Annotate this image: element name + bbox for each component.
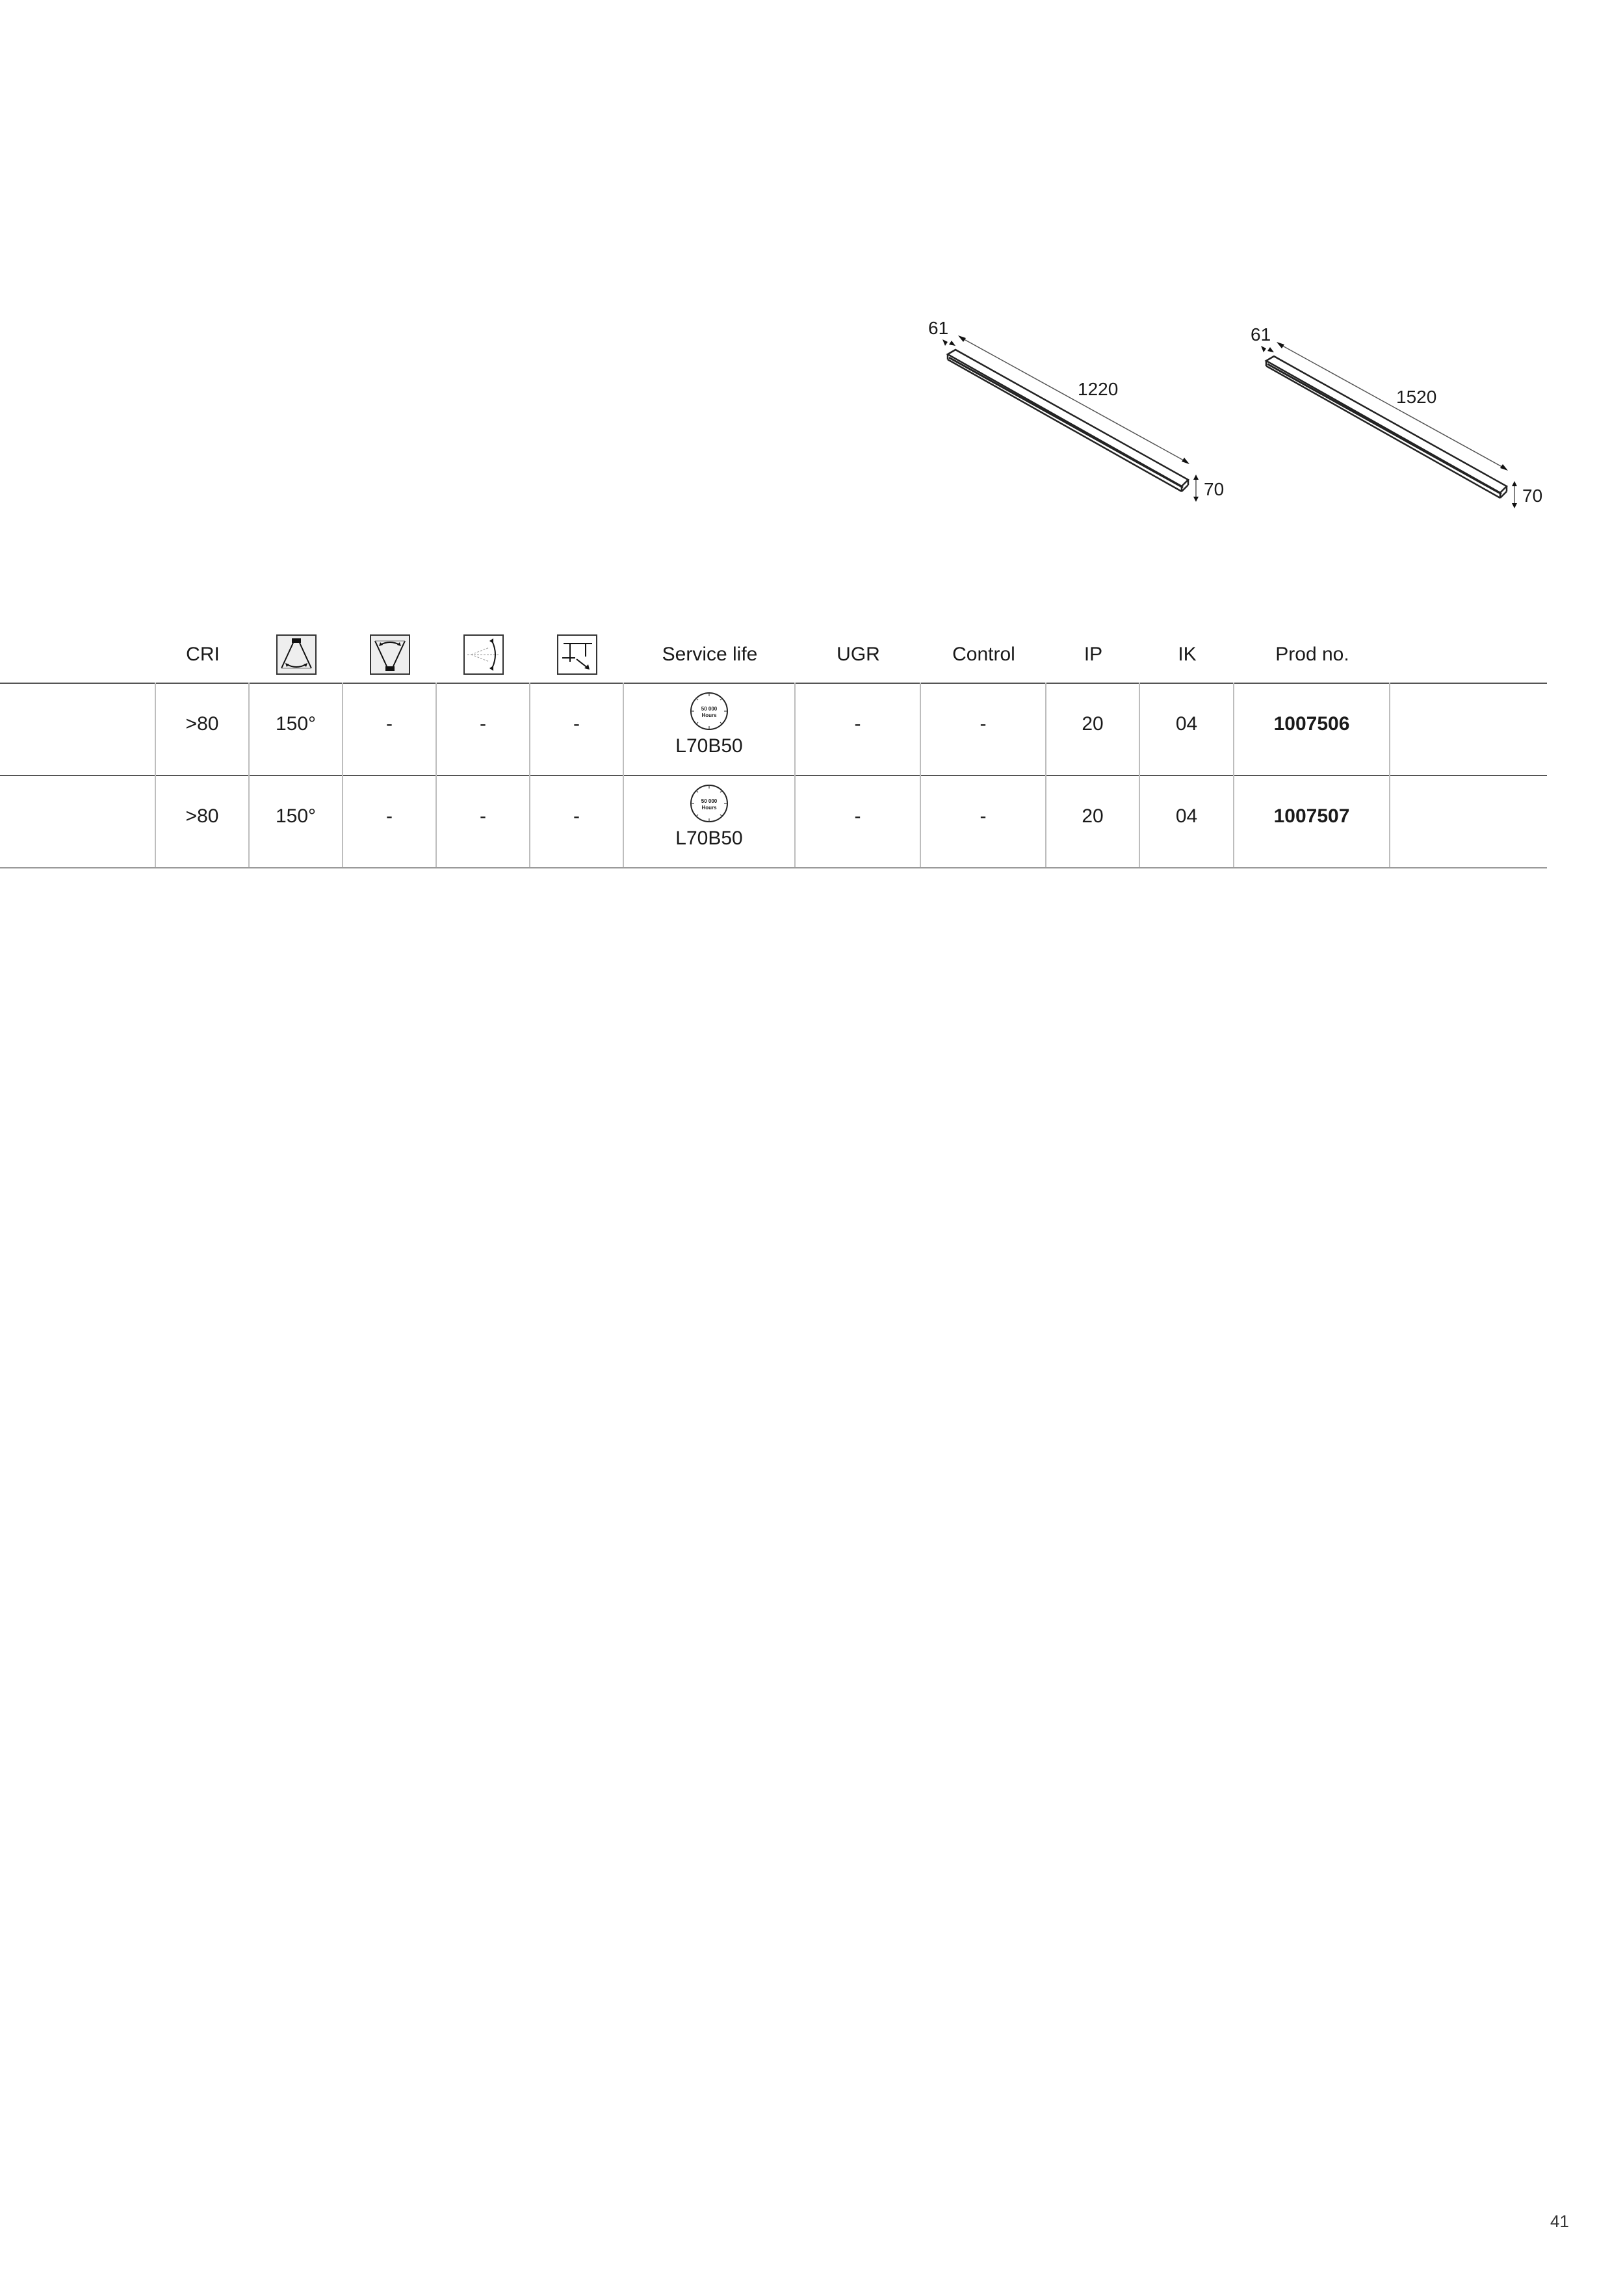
header-adjust <box>530 621 624 683</box>
cell-control: - <box>921 683 1046 775</box>
cell-tilt: - <box>343 683 437 775</box>
cell-rotation: - <box>437 683 530 775</box>
service-unit: Hours <box>701 805 717 811</box>
cell-beam: 150° <box>250 775 343 867</box>
header-service-life: Service life <box>662 643 758 665</box>
header-ip: IP <box>1084 643 1103 665</box>
cell-adjust: - <box>530 775 624 867</box>
cell-ip: 20 <box>1046 775 1140 867</box>
width-label: 61 <box>928 318 949 338</box>
service-life-clock-icon <box>689 691 729 731</box>
bottom-rule <box>0 867 1547 868</box>
service-rating: L70B50 <box>675 828 743 849</box>
cell-prod-no: 1007507 <box>1234 775 1390 867</box>
cell-ik: 04 <box>1140 775 1234 867</box>
cell-rotation: - <box>437 775 530 867</box>
service-life-clock-icon <box>689 783 729 824</box>
cell-control: - <box>921 775 1046 867</box>
service-unit: Hours <box>701 712 717 718</box>
height-label: 70 <box>1522 486 1543 506</box>
row-blank-end <box>1390 683 1547 775</box>
cell-service-life <box>624 775 796 867</box>
table-row <box>0 683 1547 775</box>
service-rating: L70B50 <box>675 735 743 757</box>
cell-adjust: - <box>530 683 624 775</box>
cell-cri: >80 <box>156 683 250 775</box>
header-ugr: UGR <box>837 643 880 665</box>
cell-prod-no: 1007506 <box>1234 683 1390 775</box>
length-label: 1520 <box>1396 387 1437 407</box>
service-hours: 50 000 <box>701 798 718 804</box>
header-control: Control <box>952 643 1015 665</box>
cell-ugr: - <box>796 683 921 775</box>
cell-ugr: - <box>796 775 921 867</box>
width-label: 61 <box>1251 324 1271 345</box>
product-drawing-1520 <box>1222 319 1586 533</box>
cell-beam: 150° <box>250 683 343 775</box>
tilt-icon <box>370 634 410 675</box>
header-ik: IK <box>1178 643 1197 665</box>
row-blank-end <box>1390 775 1547 867</box>
spec-table <box>0 621 1547 867</box>
cell-cri: >80 <box>156 775 250 867</box>
header-beam-angle <box>250 621 343 683</box>
adjust-icon <box>557 634 597 675</box>
cell-ip: 20 <box>1046 683 1140 775</box>
header-blank <box>0 621 156 683</box>
header-cri: CRI <box>186 643 220 665</box>
rotation-icon <box>463 634 504 675</box>
header-tilt <box>343 621 437 683</box>
height-label: 70 <box>1204 479 1225 499</box>
row-blank <box>0 683 156 775</box>
cell-tilt: - <box>343 775 437 867</box>
row-blank <box>0 775 156 867</box>
table-header-row <box>0 621 1547 683</box>
product-drawing-1220 <box>903 312 1267 527</box>
header-prod-no: Prod no. <box>1275 643 1349 665</box>
length-label: 1220 <box>1078 379 1119 399</box>
beam-angle-icon <box>276 634 317 675</box>
service-hours: 50 000 <box>701 706 718 712</box>
page-number: 41 <box>1550 2211 1569 2231</box>
luminaire-drawing-1520-icon <box>1222 319 1586 533</box>
table-row <box>0 775 1547 867</box>
header-rotation <box>437 621 530 683</box>
header-blank-end <box>1390 621 1547 683</box>
cell-ik: 04 <box>1140 683 1234 775</box>
cell-service-life <box>624 683 796 775</box>
luminaire-drawing-1220-icon <box>903 312 1267 527</box>
